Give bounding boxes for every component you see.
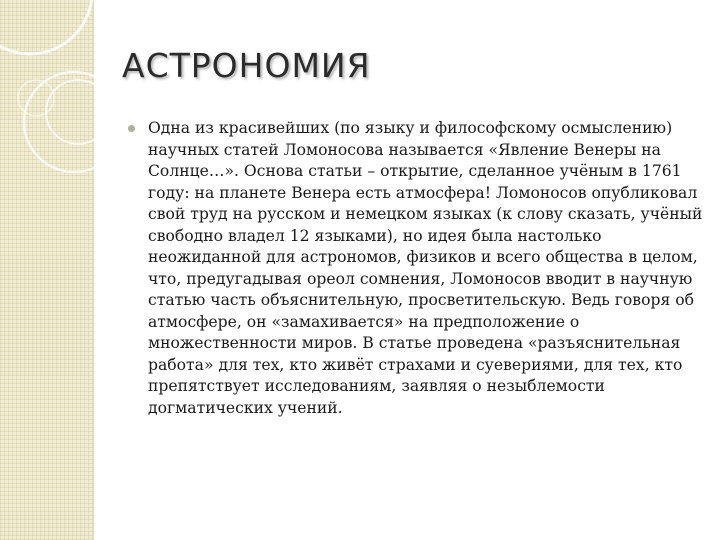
decorative-ring-small xyxy=(46,80,110,144)
bullet-item xyxy=(128,118,703,419)
bullet-text: Одна из красивейших (по языку и философскому осмыслению) научных статей Ломоносова называется «Явление Венеры на Солнце…». Основа статьи – открытие, сделанное учёным в 1761 году: на планете Венера есть атмосфера! Ломоносов опубликовал свой труд на русском и немецком языках (к слову сказать, учёный свободно владел 12 языками), но идея была настолько неожиданной для астрономов, физиков и всего общества в целом, что, предугадывая ореол сомнения, Ломоносов вводит в научную статью часть объяснительную, просветительскую. Ведь говоря об атмосфере, он «замахивается» на предположение о множественности миров. В статье проведена «разъяснительная работа» для тех, кто живёт страхами и суевериями, для тех, кто препятствует исследованиям, заявляя о незыблемости догматических учений. xyxy=(148,119,703,417)
slide-title: АСТРОНОМИЯ xyxy=(122,46,371,85)
bullet-dot-icon xyxy=(128,125,135,132)
decorative-ring-large xyxy=(0,0,92,54)
bullet-list xyxy=(128,118,703,419)
